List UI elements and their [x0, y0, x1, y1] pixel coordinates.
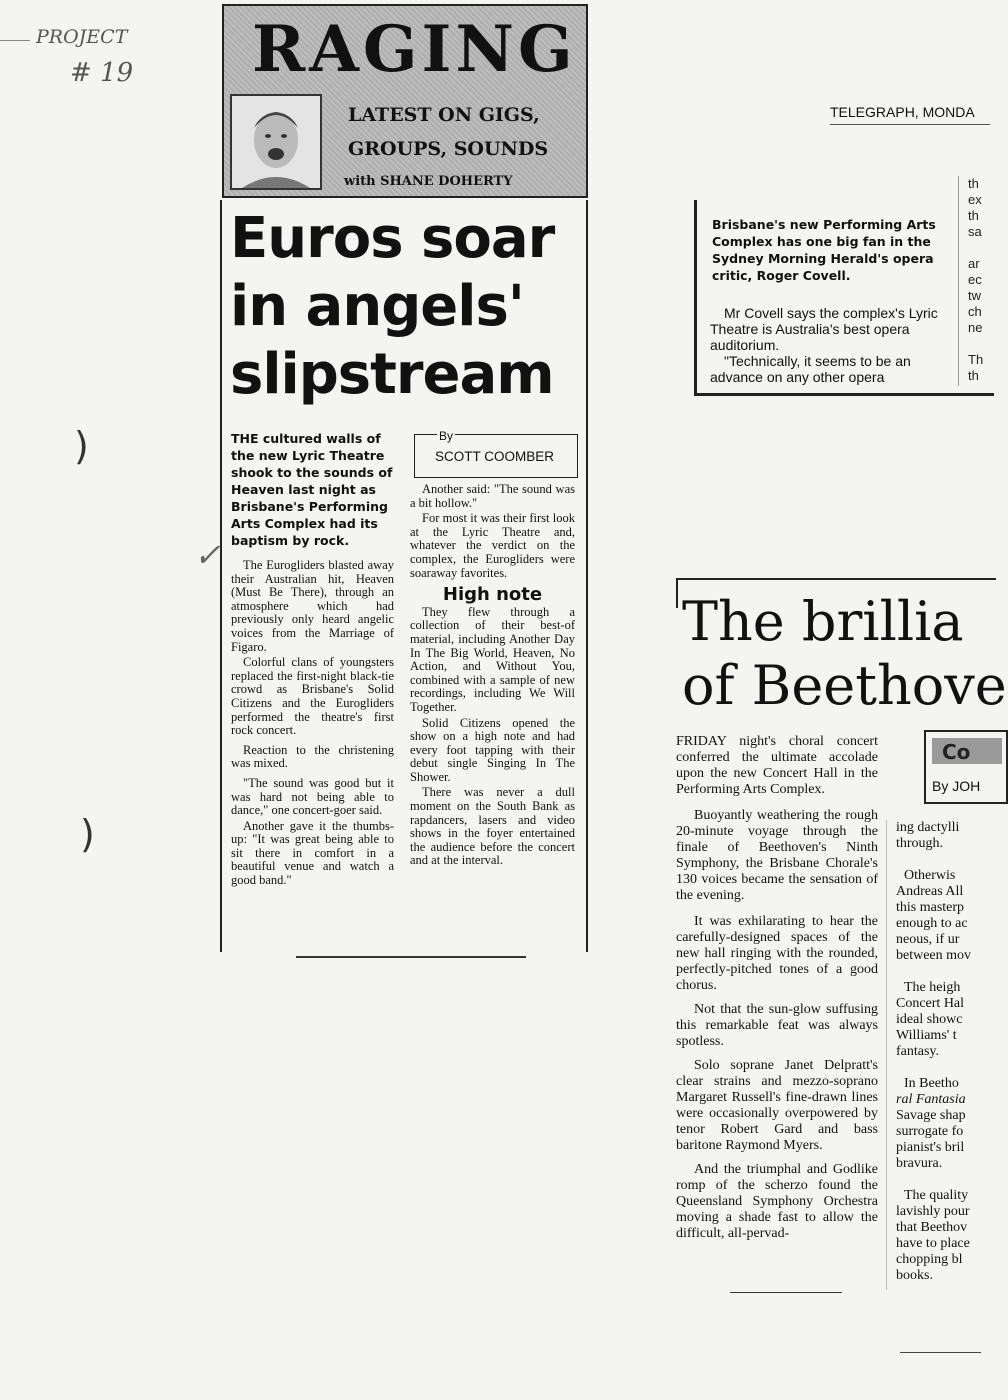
- lead-paragraph: THE cultured walls of the new Lyric Theatre shook to the sounds of Heaven last night as Brisbane's Performing Arts Complex had its baptism by rock.: [231, 431, 393, 548]
- subhead-high-note: High note: [442, 584, 543, 606]
- fragment: pianist's bril: [896, 1140, 965, 1155]
- tick-mark: ✓: [194, 536, 221, 574]
- left-headline: [230, 205, 582, 409]
- headline-line-1: Euros soar: [230, 206, 555, 271]
- body-paragraph: They flew through a collection of their best-of material, including Another Day In The Big World, Heaven, No Action, and Without You, combined with a sample of new recordings, including We Will Together.: [410, 604, 575, 714]
- body-paragraph: FRIDAY night's choral concert conferred the ultimate accolade upon the new Concert Hall in the Performing Arts Complex.: [676, 734, 878, 797]
- fragment: books.: [896, 1268, 933, 1283]
- fragment: ex: [968, 192, 982, 207]
- beethoven-headline: [682, 590, 1007, 718]
- fragment: ing dactylli: [896, 820, 960, 835]
- body-paragraph: There was never a dull moment on the South Bank as rapdancers, lasers and video shows in the foyer entertained the audience before the concert and at the interval.: [410, 785, 575, 868]
- raging-subtitle-line-1: LATEST ON GIGS,: [348, 104, 540, 126]
- fragment: have to place: [896, 1236, 970, 1251]
- fragment: th: [968, 368, 979, 383]
- raging-title: RAGING: [252, 12, 577, 87]
- body-paragraph: Not that the sun-glow suffusing this remarkable feat was always spotless.: [676, 1002, 878, 1049]
- spacer: [896, 1060, 986, 1076]
- fragment: neous, if ur: [896, 932, 960, 947]
- raging-column-banner: [222, 4, 588, 198]
- beethoven-bottom-rule: [730, 1292, 842, 1293]
- column-divider-right: [958, 176, 959, 386]
- spacer: [968, 336, 988, 352]
- masthead-rule: [830, 124, 990, 125]
- far-right-column-fragments: [968, 176, 988, 384]
- fragment: between mov: [896, 948, 972, 963]
- fragment: Andreas All: [896, 884, 964, 899]
- byline-label: By: [439, 429, 454, 443]
- headline-line-3: slipstream: [230, 342, 554, 407]
- portrait-image: [232, 96, 320, 188]
- fragment: sa: [968, 224, 982, 239]
- pencil-line-top-left: [0, 40, 30, 41]
- fragment: The heigh: [904, 980, 961, 995]
- fragment: chopping bl: [896, 1252, 963, 1267]
- fragment: bravura.: [896, 1156, 943, 1171]
- body-paragraph: "The sound was good but it was hard not being able to dance," one concert-goer said.: [231, 775, 394, 818]
- fragment: Concert Hal: [896, 996, 965, 1011]
- fragment: ar: [968, 256, 980, 271]
- spacer: [968, 240, 988, 256]
- headline-line-2: in angels': [230, 274, 524, 339]
- body-paragraph: Mr Covell says the complex's Lyric Theatre is Australia's best opera auditorium.: [710, 305, 938, 353]
- fragment: Otherwis: [904, 868, 956, 883]
- body-paragraph: Buoyantly weathering the rough 20-minute voyage through the finale of Beethoven's Ninth Symphony, the Brisbane Chorale's 130 voices became the sensation of the evening.: [676, 808, 878, 903]
- beethoven-headline-line-1: The brillia: [682, 590, 964, 653]
- beethoven-byline: By JOH: [932, 778, 981, 794]
- body-paragraph: Solid Citizens opened the show on a high note and had every foot tapping with their debut single Singing In The Shower.: [410, 715, 575, 784]
- column-title-box: [924, 730, 1008, 804]
- body-paragraph: For most it was their first look at the Lyric Theatre and, whatever the verdict on the complex, the Eurogliders were soaraway favorites.: [410, 511, 575, 580]
- fragment: lavishly pour: [896, 1204, 970, 1219]
- fragment: th: [968, 208, 979, 223]
- fragment: ec: [968, 272, 982, 287]
- column-title-bar: [932, 738, 1002, 764]
- fragment: surrogate fo: [896, 1124, 964, 1139]
- beethoven-column-1: [676, 734, 878, 1248]
- body-paragraph: "Technically, it seems to be an advance on any other opera: [710, 353, 911, 385]
- fragment: fantasy.: [896, 1044, 940, 1059]
- fragment: In Beetho: [904, 1076, 959, 1091]
- columnist-photo: [230, 94, 322, 190]
- body-paragraph: It was exhilarating to hear the carefully-designed spaces of the new hall ringing with the rounded, perfectly-pitched tones of a good chorus.: [676, 914, 878, 993]
- fragment: Th: [968, 352, 984, 367]
- byline-box: [414, 429, 578, 478]
- body-paragraph: Reaction to the christening was mixed.: [231, 742, 394, 771]
- fragment: The quality: [904, 1188, 969, 1203]
- handwritten-number-note: # 19: [70, 58, 134, 88]
- fragment: through.: [896, 836, 944, 851]
- beethoven-column-2: [896, 820, 986, 1284]
- beethoven-column-divider: [886, 820, 887, 1290]
- left-article-bottom-rule: [296, 956, 526, 958]
- body-paragraph: Another said: "The sound was a bit hollow.": [410, 482, 575, 510]
- fragment: Savage shap: [896, 1108, 966, 1123]
- spacer: [896, 964, 986, 980]
- beethoven-left-rule: [676, 578, 678, 608]
- fragment: enough to ac: [896, 916, 968, 931]
- bracket-mark-lower: ): [80, 812, 95, 856]
- byline-name: SCOTT COOMBER: [435, 449, 555, 464]
- body-paragraph: The Eurogliders blasted away their Australian hit, Heaven (Must Be There), through an atmosphere which had previously only heard angelic voices from the Marriage of Figaro.: [231, 558, 394, 654]
- fragment: this masterp: [896, 900, 965, 915]
- beethoven-headline-line-2: of Beethove: [682, 654, 1007, 717]
- newspaper-masthead: TELEGRAPH, MONDA: [830, 104, 975, 120]
- fragment: ideal showc: [896, 1012, 963, 1027]
- left-article-column-2: [410, 483, 575, 870]
- body-paragraph: And the triumphal and Godlike romp of the scherzo found the Queensland Symphony Orchestra moving a shade fast to allow the difficult, all-pervad-: [676, 1162, 878, 1241]
- handwritten-project-note: PROJECT: [36, 26, 128, 48]
- fragment: th: [968, 176, 979, 191]
- body-paragraph: Solo soprane Janet Delpratt's clear strains and mezzo-soprano Margaret Russell's fine-drawn lines were occasionally overpowered by tenor Robert Gard and bass baritone Raymond Myers.: [676, 1058, 878, 1153]
- fragment: ch: [968, 304, 982, 319]
- fragment: ne: [968, 320, 983, 335]
- page-bottom-rule: [900, 1352, 981, 1353]
- fragment: ral Fantasia: [896, 1092, 966, 1107]
- left-article-column-1: [231, 430, 394, 890]
- column-title-text: Co: [942, 740, 971, 764]
- raging-with-line: with SHANE DOHERTY: [344, 174, 513, 189]
- fragment: that Beethov: [896, 1220, 968, 1235]
- spacer: [896, 852, 986, 868]
- fragment: tw: [968, 288, 981, 303]
- beethoven-top-rule: [676, 578, 996, 580]
- lyric-box-lead: Brisbane's new Performing Arts Complex has one big fan in the Sydney Morning Herald's opera critic, Roger Covell.: [712, 217, 936, 283]
- body-paragraph: Colorful clans of youngsters replaced the first-night black-tie crowd as Brisbane's Solid Citizens and the Eurogliders performed the theatre's first rock concert.: [231, 655, 394, 738]
- spacer: [896, 1172, 986, 1188]
- lyric-box-body: [710, 305, 938, 385]
- raging-subtitle-line-2: GROUPS, SOUNDS: [348, 138, 549, 160]
- fragment: Williams' t: [896, 1028, 957, 1043]
- body-paragraph: Another gave it the thumbs-up: "It was great being able to sit there in comfort in a beautiful venue and watch a good band.": [231, 818, 394, 888]
- bracket-mark-upper: ): [74, 424, 89, 468]
